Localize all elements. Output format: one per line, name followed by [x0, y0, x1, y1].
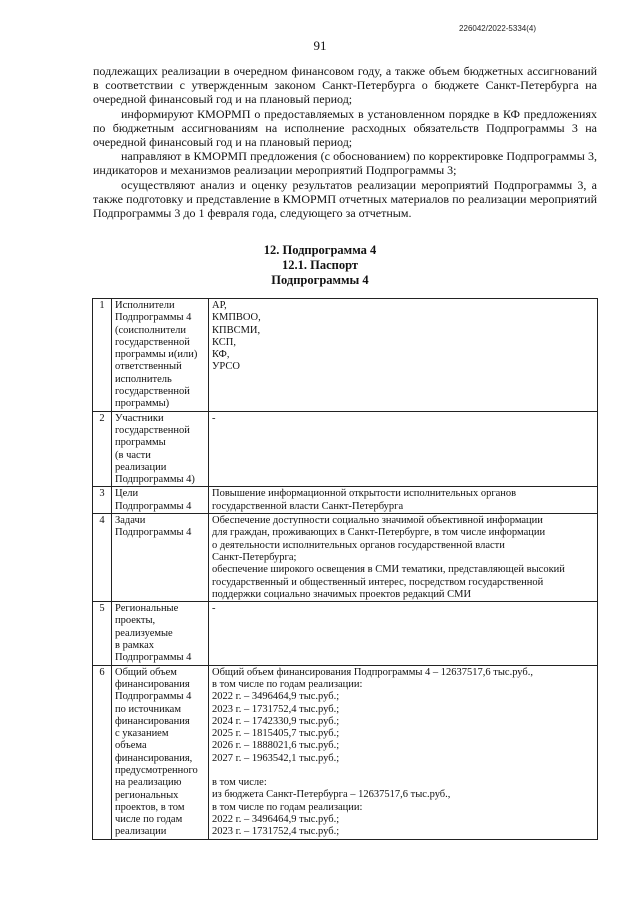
value-line: 2025 г. – 1815405,7 тыс.руб.;: [212, 728, 340, 740]
label-line: Подпрограммы 4: [115, 500, 192, 512]
label-line: в рамках: [115, 640, 154, 652]
value-line: КМПВОО,: [212, 312, 261, 324]
label-line: Задачи: [115, 515, 146, 527]
value-line: из бюджета Санкт-Петербурга – 12637517,6 тыс.руб.,: [212, 789, 451, 801]
row-label: [112, 602, 209, 665]
label-line: Общий объем: [115, 666, 177, 678]
value-line: Санкт-Петербурга;: [212, 551, 297, 563]
row-label: [112, 487, 209, 514]
label-line: Подпрограммы 4: [115, 527, 192, 539]
label-line: Цели: [115, 488, 139, 500]
label-line: программы и(или): [115, 349, 198, 361]
value-line: 2026 г. – 1888021,6 тыс.руб.;: [212, 740, 340, 752]
value-line: в том числе по годам реализации:: [212, 801, 363, 813]
table-row: [93, 299, 598, 412]
section-title: 12. Подпрограмма 4: [263, 243, 377, 257]
label-line: программы: [115, 437, 166, 449]
row-label: [112, 665, 209, 839]
row-value: [209, 665, 598, 839]
row-value: [209, 487, 598, 514]
blank-line: [212, 765, 594, 777]
label-line: Исполнители: [115, 300, 175, 311]
value-line: УРСО: [212, 361, 240, 373]
value-line: КФ,: [212, 349, 230, 361]
label-line: Региональные: [115, 603, 179, 615]
section-subtitle: 12.1. Паспорт: [281, 258, 359, 272]
row-number: 3: [93, 487, 112, 514]
value-line: Обеспечение доступности социально значимой объективной информации: [212, 515, 543, 527]
paragraph: направляют в КМОРМП предложения (с обоснованием) по корректировке Подпрограммы 3, индикаторов и механизмов реализации мероприятий Подпрограммы 3;: [93, 149, 597, 178]
label-line: с указанием: [115, 728, 169, 740]
paragraph: осуществляют анализ и оценку результатов реализации мероприятий Подпрограммы 3, а также подготовку и представление в КМОРМП отчетных материалов по реализации мероприятий Подпрограммы 3 до 1 февраля года, следующего за отчетным.: [93, 177, 597, 221]
row-value: [209, 514, 598, 602]
row-value: [209, 299, 598, 412]
row-label: [112, 299, 209, 412]
row-number: 1: [93, 299, 112, 412]
label-line: объема: [115, 740, 147, 752]
label-line: проектов, в том: [115, 801, 185, 813]
row-value: [209, 411, 598, 487]
label-line: Подпрограммы 4: [115, 312, 192, 324]
value-line: 2024 г. – 1742330,9 тыс.руб.;: [212, 715, 340, 727]
label-line: реализации: [115, 826, 167, 838]
label-line: программы): [115, 398, 170, 410]
label-line: Участники: [115, 412, 164, 424]
page-number: 91: [313, 38, 327, 53]
label-line: государственной: [115, 386, 190, 398]
value-line: 2023 г. – 1731752,4 тыс.руб.;: [212, 826, 340, 838]
row-number: 4: [93, 514, 112, 602]
label-line: по источникам: [115, 703, 181, 715]
passport-table: [92, 298, 598, 840]
label-line: государственной: [115, 336, 190, 348]
value-line: государственный и общественный интерес, посредством государственной: [212, 576, 544, 588]
label-line: финансирования,: [115, 752, 193, 764]
label-line: (в части: [115, 449, 151, 461]
row-value: [209, 602, 598, 665]
label-line: числе по годам: [115, 814, 183, 826]
value-line: для граждан, проживающих в Санкт-Петербурге, в том числе информации: [212, 527, 546, 539]
label-line: предусмотренного: [115, 764, 198, 776]
paragraph: подлежащих реализации в очередном финансовом году, а также объем бюджетных ассигнований в соответствии с утвержденным законом Санкт-Петербурга о бюджете Санкт-Петербурга на очередной финансовый год и на плановый период;: [93, 64, 597, 107]
label-line: региональных: [115, 789, 179, 801]
label-line: реализации: [115, 461, 167, 473]
value-line: о деятельности исполнительных органов государственной власти: [212, 539, 505, 551]
value-line: -: [212, 412, 216, 424]
label-line: Подпрограммы 4: [115, 652, 192, 664]
label-line: ответственный: [115, 361, 182, 373]
row-label: [112, 411, 209, 487]
label-line: исполнитель: [115, 373, 172, 385]
row-number: 6: [93, 665, 112, 839]
table-row: [93, 411, 598, 487]
paragraph: информируют КМОРМП о предоставляемых в установленном порядке в КФ предложениях по бюджетным ассигнованиям на исполнение расходных обязательств Подпрограммы 3 на очередной финансовый год и на плановый период;: [93, 106, 597, 150]
label-line: проекты,: [115, 615, 156, 627]
value-line: 2022 г. – 3496464,9 тыс.руб.;: [212, 813, 340, 825]
intro-text: [93, 64, 597, 220]
label-line: государственной: [115, 424, 190, 436]
value-line: 2027 г. – 1963542,1 тыс.руб.;: [212, 752, 340, 764]
section-subtitle-2: Подпрограммы 4: [271, 273, 369, 287]
value-line: КПВСМИ,: [212, 324, 261, 336]
label-line: Подпрограммы 4: [115, 691, 192, 703]
label-line: реализуемые: [115, 627, 173, 639]
value-line: -: [212, 603, 216, 615]
value-line: 2022 г. – 3496464,9 тыс.руб.;: [212, 691, 340, 703]
value-line: АР,: [212, 300, 227, 311]
value-line: в том числе по годам реализации:: [212, 678, 363, 690]
value-line: государственной власти Санкт-Петербурга: [212, 500, 404, 512]
row-label: [112, 514, 209, 602]
label-line: (соисполнители: [115, 324, 187, 336]
table-row: [93, 487, 598, 514]
table-row: [93, 602, 598, 665]
value-line: Повышение информационной открытости исполнительных органов: [212, 488, 517, 500]
row-number: 5: [93, 602, 112, 665]
table-row: [93, 665, 598, 839]
label-line: на реализацию: [115, 777, 182, 789]
document-id: 226042/2022-5334(4): [459, 24, 536, 33]
label-line: Подпрограммы 4): [115, 474, 195, 486]
row-number: 2: [93, 411, 112, 487]
value-line: КСП,: [212, 336, 236, 348]
section-heading: [0, 243, 640, 288]
value-line: Общий объем финансирования Подпрограммы 4 – 12637517,6 тыс.руб.,: [212, 666, 534, 678]
value-line: поддержки социально значимых проектов редакций СМИ: [212, 588, 472, 600]
value-line: 2023 г. – 1731752,4 тыс.руб.;: [212, 703, 340, 715]
label-line: финансирования: [115, 715, 190, 727]
label-line: финансирования: [115, 678, 190, 690]
value-line: в том числе:: [212, 776, 267, 788]
table-row: [93, 514, 598, 602]
value-line: обеспечение широкого освещения в СМИ тематики, представляющей высокий: [212, 564, 565, 576]
